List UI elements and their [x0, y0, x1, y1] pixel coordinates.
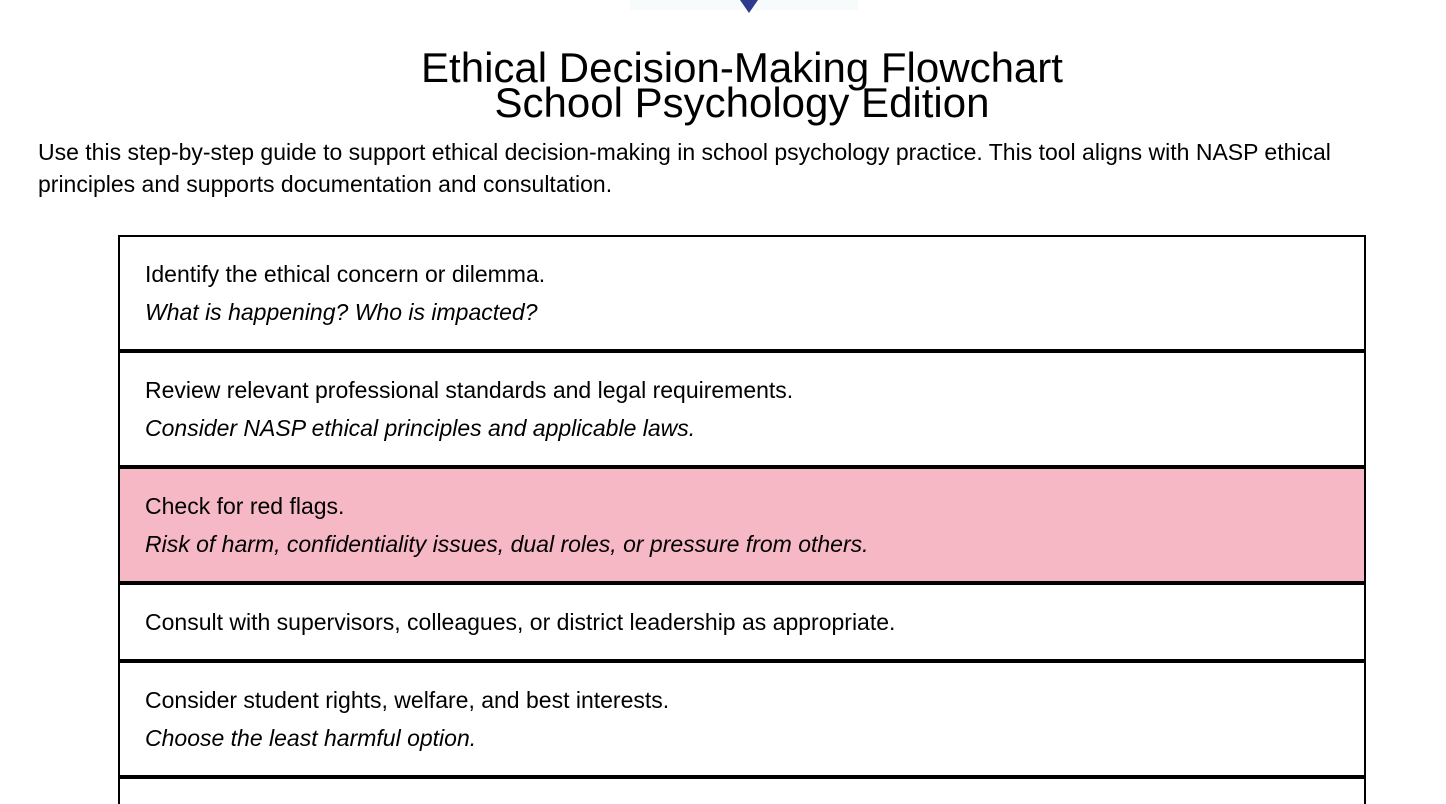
flow-step-check-red-flags [118, 467, 1366, 583]
page-title [118, 44, 1366, 126]
flow-step-consult [118, 583, 1366, 661]
flow-step-text: Review relevant professional standards and legal requirements. [145, 377, 794, 403]
flowchart [118, 235, 1366, 804]
flow-connector-down-arrow-icon [740, 0, 758, 13]
flow-step-text: Identify the ethical concern or dilemma. [145, 261, 546, 287]
flow-step-text: Consider student rights, welfare, and best interests. [145, 687, 670, 713]
page-title-line2: School Psychology Edition [494, 79, 990, 126]
flow-step-hint: Risk of harm, confidentiality issues, dual roles, or pressure from others. [145, 531, 869, 557]
flow-step-partially-visible [118, 777, 1366, 804]
flow-step-hint: What is happening? Who is impacted? [145, 299, 538, 325]
flow-step-review-standards [118, 351, 1366, 467]
flow-step-hint: Consider NASP ethical principles and applicable laws. [145, 415, 696, 441]
intro-paragraph: Use this step-by-step guide to support ethical decision-making in school psychology practice. This tool aligns with NASP ethical principles and supports documentation and consultation. [38, 139, 1331, 197]
flow-step-student-rights [118, 661, 1366, 777]
page-title-line1: Ethical Decision-Making Flowchart [421, 44, 1063, 91]
flow-step-identify-concern [118, 235, 1366, 351]
flow-step-text: Check for red flags. [145, 493, 345, 519]
flow-step-text: Consult with supervisors, colleagues, or district leadership as appropriate. [145, 609, 896, 635]
flow-step-hint: Choose the least harmful option. [145, 725, 477, 751]
